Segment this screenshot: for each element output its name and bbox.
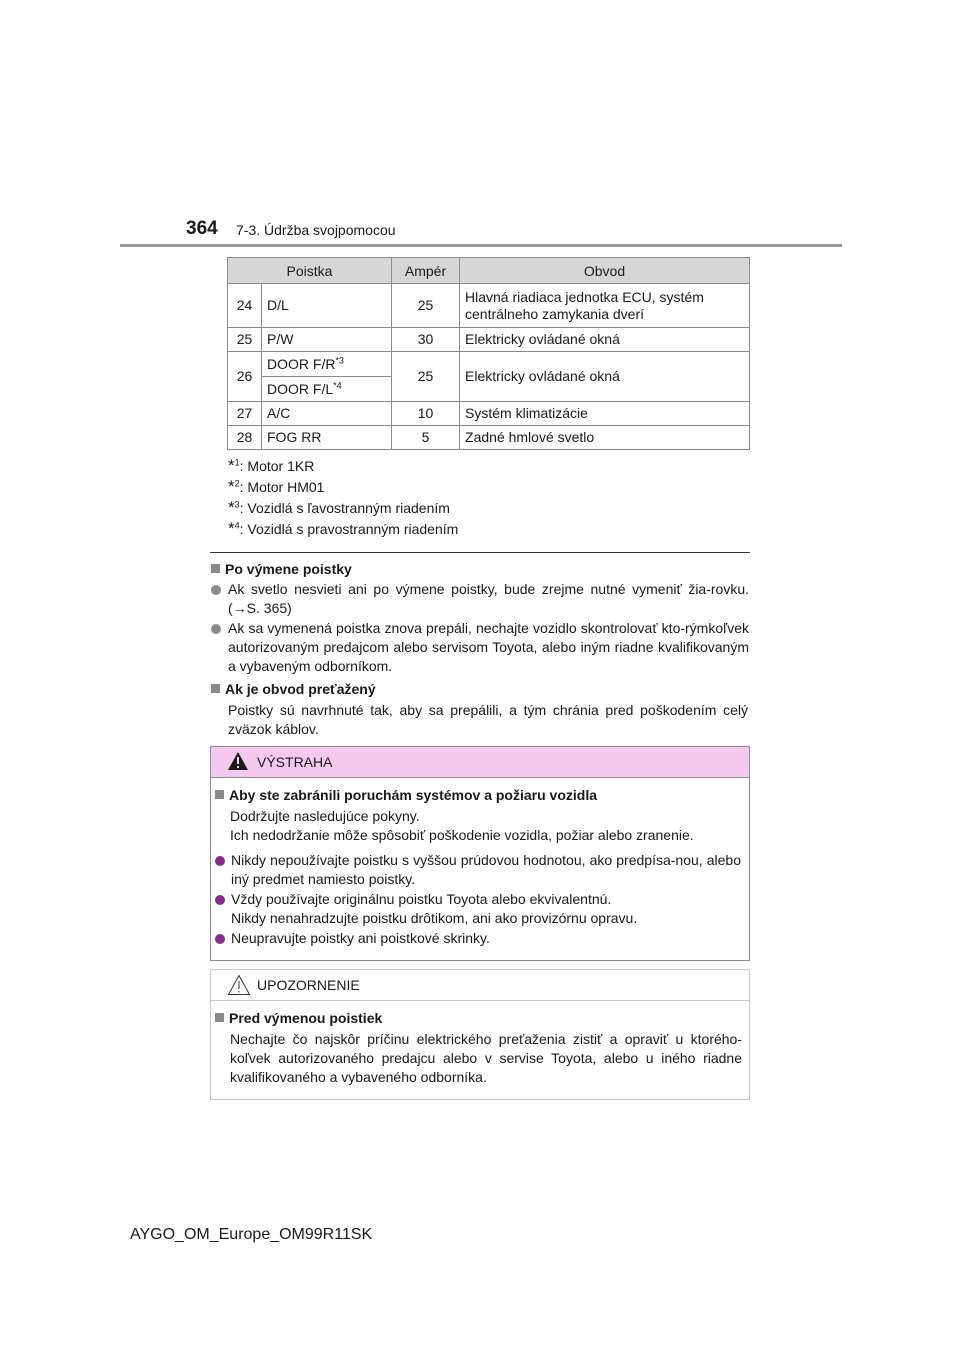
warning-triangle-icon [227,751,249,771]
warning-box-header [211,747,749,778]
square-bullet-icon [215,790,224,799]
warning-label: VÝSTRAHA [257,754,333,770]
fuse-circuit: Zadné hmlové svetlo [460,426,750,450]
after-replacement-heading: Po výmene poistky [211,561,352,577]
page-number: 364 [186,218,218,239]
fuse-name: A/C [262,402,392,426]
square-bullet-icon [211,684,220,693]
fuse-name: D/L [262,284,392,328]
fuse-name [262,352,392,377]
fuse-name-a: DOOR F/R [267,355,336,372]
footnote: *$^1$: Motor 1KR [228,456,315,475]
fuse-circuit: Hlavná riadiaca jednotka ECU, systém centrálneho zamykania dverí [460,284,750,328]
document-code: AYGO_OM_Europe_OM99R11SK [130,1226,373,1243]
footnote: *$^2$: Motor HM01 [228,477,325,496]
bullet-dot-icon [215,934,225,944]
fuse-name: P/W [262,328,392,352]
bullet-dot-icon [211,585,221,595]
section-title: 7-3. Údržba svojpomocou [236,222,396,238]
column-header-circuit: Obvod [460,258,750,284]
bullet-dot-icon [215,895,225,905]
warning-heading: Aby ste zabránili poruchám systémov a požiaru vozidla [215,787,597,803]
bullet-dot-icon [215,856,225,866]
notice-heading: Pred výmenou poistiek [215,1010,382,1026]
fuse-number: 24 [228,284,262,328]
notice-label: UPOZORNENIE [257,977,360,993]
overload-text: Poistky sú navrhnuté tak, aby sa prepálili, a tým chránia pred poškodením celý zväzok káblov. [228,702,748,737]
list-item: Ak svetlo nesvieti ani po výmene poistky, bude zrejme nutné vymeniť žia-rovku. (→S. 365) [211,580,749,618]
list-item: Ak sa vymenená poistka znova prepáli, nechajte vozidlo skontrolovať kto-rýmkoľvek autorizovaným predajcom alebo servisom Toyota, alebo iným riadne kvalifikovaným a vybaveným odborníkom. [211,619,749,676]
fuse-circuit: Systém klimatizácie [460,402,750,426]
column-header-amp: Ampér [392,258,460,284]
fuse-name [262,377,392,402]
fuse-number: 27 [228,402,262,426]
list-item: Nikdy nepoužívajte poistku s vyššou prúdovou hodnotou, ako predpísa-nou, alebo iný predmet namiesto poistky. [215,851,741,889]
bullet-dot-icon [211,624,221,634]
overload-heading: Ak je obvod preťažený [211,681,376,697]
header-divider [120,244,842,247]
fuse-circuit: Elektricky ovládané okná [460,352,750,402]
fuse-name: FOG RR [262,426,392,450]
fuse-number: 26 [228,352,262,402]
fuse-amp: 30 [392,328,460,352]
section-divider [210,552,750,553]
fuse-amp: 10 [392,402,460,426]
fuse-name-b: DOOR F/L [267,380,334,397]
warning-box [210,746,750,961]
list-item: Neupravujte poistky ani poistkové skrinky. [215,929,741,948]
fuse-amp: 25 [392,284,460,328]
fuse-number: 28 [228,426,262,450]
fuse-amp: 5 [392,426,460,450]
square-bullet-icon [215,1013,224,1022]
fuse-circuit: Elektricky ovládané okná [460,328,750,352]
fuse-table [227,257,750,450]
column-header-fuse: Poistka [228,258,392,284]
footnote: *$^4$: Vozidlá s pravostranným riadením [228,519,459,538]
warning-intro: Dodržujte nasledujúce pokyny. Ich nedodržanie môže spôsobiť poškodenie vozidla, požiar alebo zranenie. [230,808,694,843]
footnote-ref: *3 [335,354,344,365]
table-header-row [228,258,750,284]
footnote-ref: *4 [333,379,342,390]
table-row [228,352,750,377]
notice-box-header [211,970,749,1001]
fuse-number: 25 [228,328,262,352]
footnote: *$^3$: Vozidlá s ľavostranným riadením [228,498,450,517]
fuse-amp: 25 [392,352,460,402]
table-row [228,402,750,426]
notice-box [210,969,750,1100]
table-row [228,426,750,450]
list-item: Vždy používajte originálnu poistku Toyota alebo ekvivalentnú. Nikdy nenahradzujte poistku drôtikom, ani ako provizórnu opravu. [215,890,741,928]
notice-text: Nechajte čo najskôr príčinu elektrického preťaženia zistiť a opraviť u ktorého-koľvek autorizovaného predajcu alebo v servise Toyota, alebo u iného riadne kvalifikovaného a vybaveného odborníka. [230,1031,742,1085]
table-row [228,328,750,352]
caution-triangle-icon [227,974,251,996]
table-row [228,284,750,328]
square-bullet-icon [211,564,220,573]
